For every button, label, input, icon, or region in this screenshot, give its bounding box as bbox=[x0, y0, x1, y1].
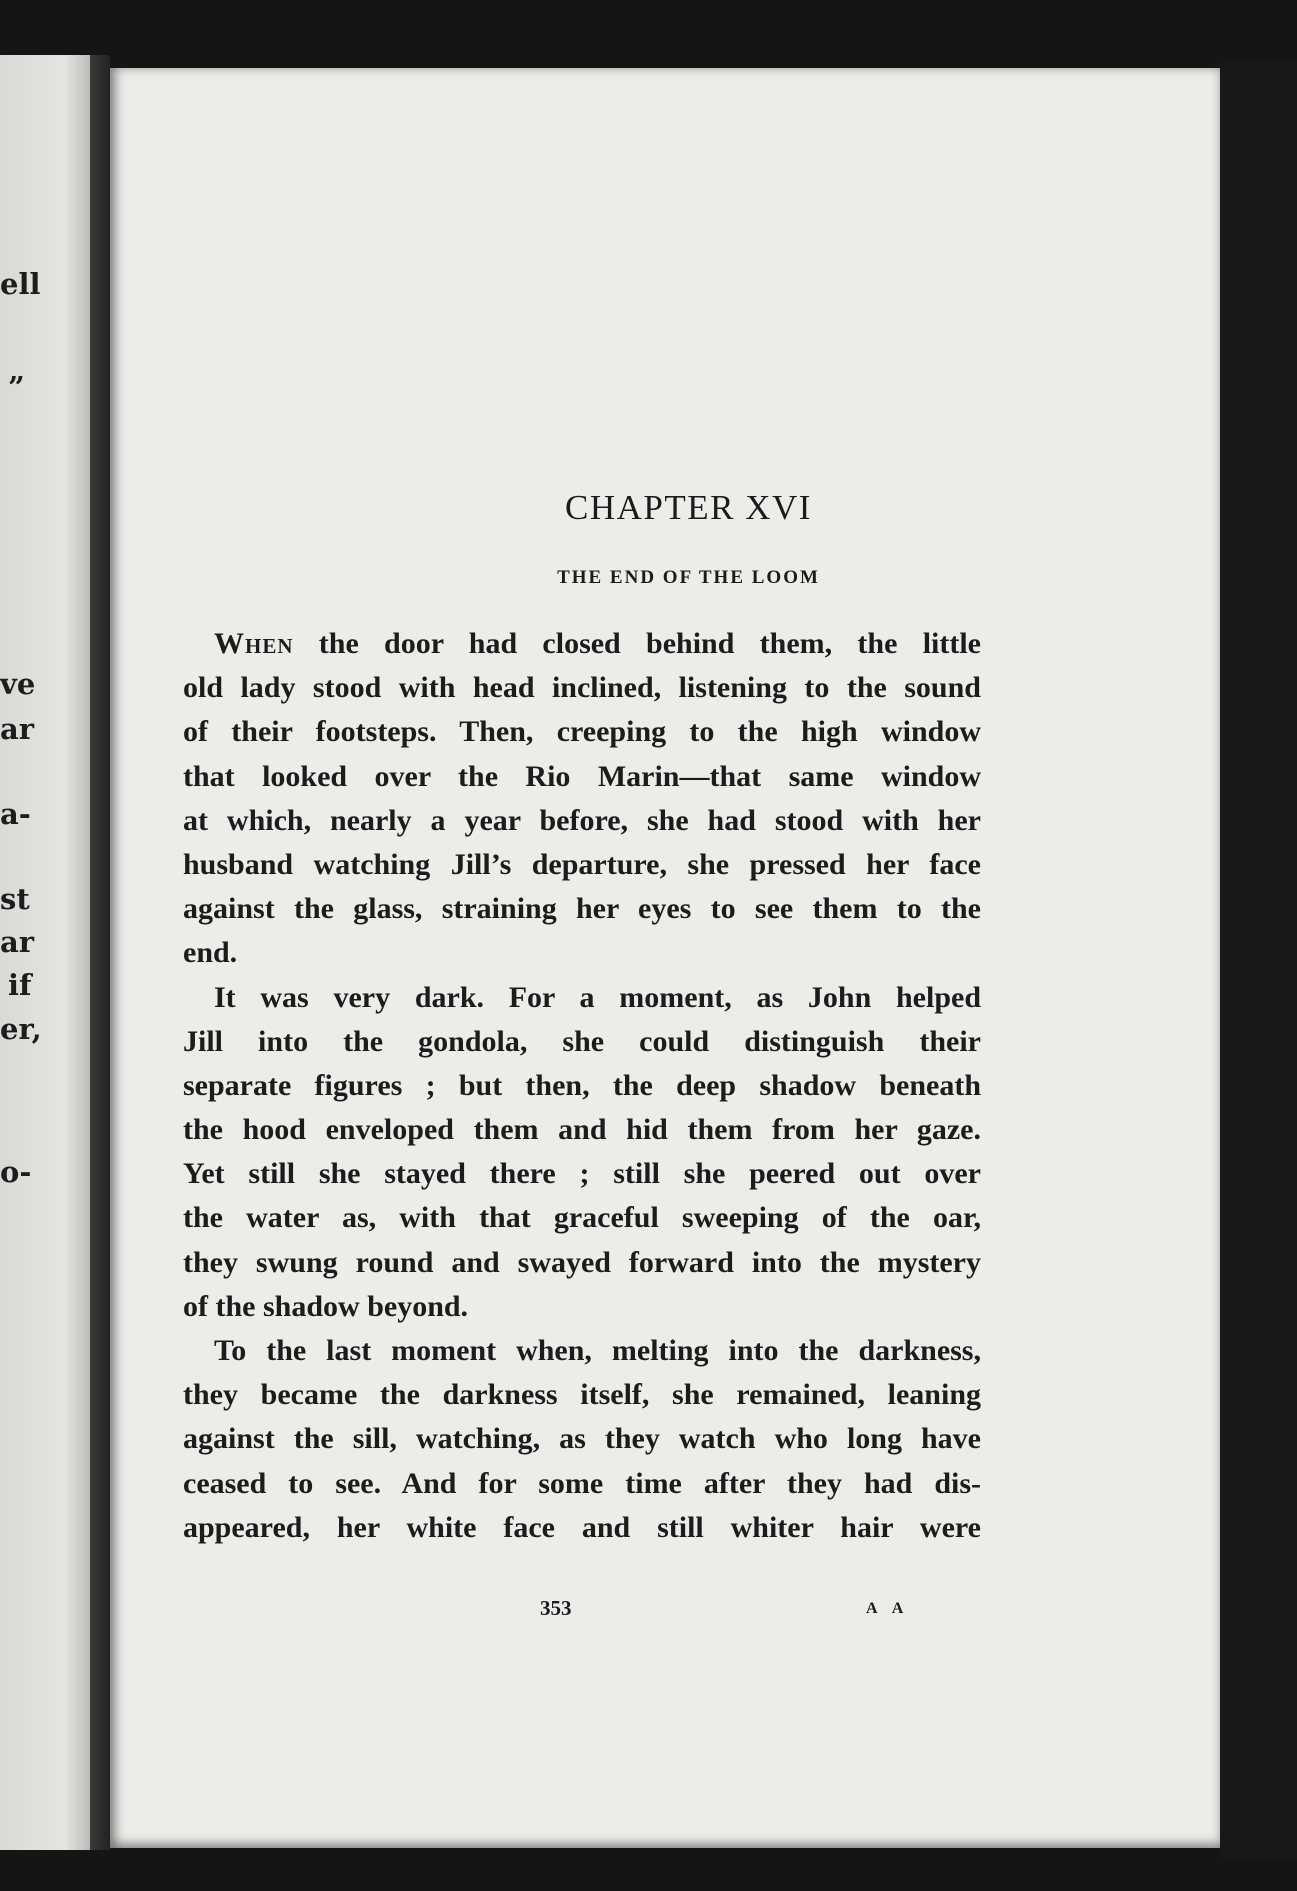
text-line: old lady stood with head inclined, listening to the sound bbox=[183, 671, 981, 705]
left-page-fragment: if bbox=[8, 968, 32, 1002]
left-page-fragment: ” bbox=[8, 370, 25, 404]
previous-page-strip bbox=[0, 55, 92, 1850]
text-line: It was very dark. For a moment, as John helped bbox=[214, 980, 981, 1014]
text-line: against the glass, straining her eyes to see them to the bbox=[183, 892, 981, 926]
text-line: appeared, her white face and still whiter hair were bbox=[183, 1510, 981, 1544]
text-line: Yet still she stayed there ; still she peered out over bbox=[183, 1157, 981, 1191]
chapter-subtitle: THE END OF THE LOOM bbox=[557, 567, 820, 588]
left-page-fragment: er, bbox=[0, 1012, 42, 1046]
text-line: ceased to see. And for some time after they had dis- bbox=[183, 1466, 981, 1500]
text-line: against the sill, watching, as they watch who long have bbox=[183, 1422, 981, 1456]
text-line: at which, nearly a year before, she had stood with her bbox=[183, 803, 981, 837]
left-page-fragment: ell bbox=[0, 267, 41, 301]
text-line: separate figures ; but then, the deep shadow beneath bbox=[183, 1068, 981, 1102]
chapter-title: CHAPTER XVI bbox=[565, 488, 812, 527]
text-line: the water as, with that graceful sweeping of the oar, bbox=[183, 1201, 981, 1235]
text-line: of the shadow beyond. bbox=[183, 1289, 469, 1323]
text-line: Jill into the gondola, she could distinguish their bbox=[183, 1024, 981, 1058]
left-page-fragment: ar bbox=[0, 925, 35, 959]
left-page-fragment: ve bbox=[0, 667, 36, 701]
text-line: of their footsteps. Then, creeping to the high window bbox=[183, 715, 981, 749]
page-number: 353 bbox=[540, 1596, 572, 1620]
text-line: that looked over the Rio Marin—that same window bbox=[183, 759, 981, 793]
text-line: they became the darkness itself, she remained, leaning bbox=[183, 1378, 981, 1412]
printer-signature-mark: A A bbox=[866, 1600, 910, 1617]
right-background-edge bbox=[1220, 60, 1297, 1860]
body-text bbox=[183, 622, 981, 1550]
text-line: end. bbox=[183, 936, 238, 970]
book-gutter bbox=[90, 55, 110, 1850]
text-line: husband watching Jill’s departure, she pressed her face bbox=[183, 847, 981, 881]
text-line: To the last moment when, melting into the darkness, bbox=[214, 1334, 981, 1367]
text-line-content: the door had closed behind them, the little bbox=[293, 627, 981, 660]
text-line: the hood enveloped them and hid them from her gaze. bbox=[183, 1113, 981, 1147]
text-line: they swung round and swayed forward into the mystery bbox=[183, 1245, 981, 1279]
left-page-fragment: o- bbox=[0, 1155, 32, 1189]
left-page-fragment: ar bbox=[0, 712, 35, 746]
text-line bbox=[183, 622, 981, 666]
left-page-fragment: st bbox=[0, 882, 30, 916]
left-page-fragment: a- bbox=[0, 797, 31, 831]
drop-small-caps-word: When bbox=[214, 627, 294, 660]
